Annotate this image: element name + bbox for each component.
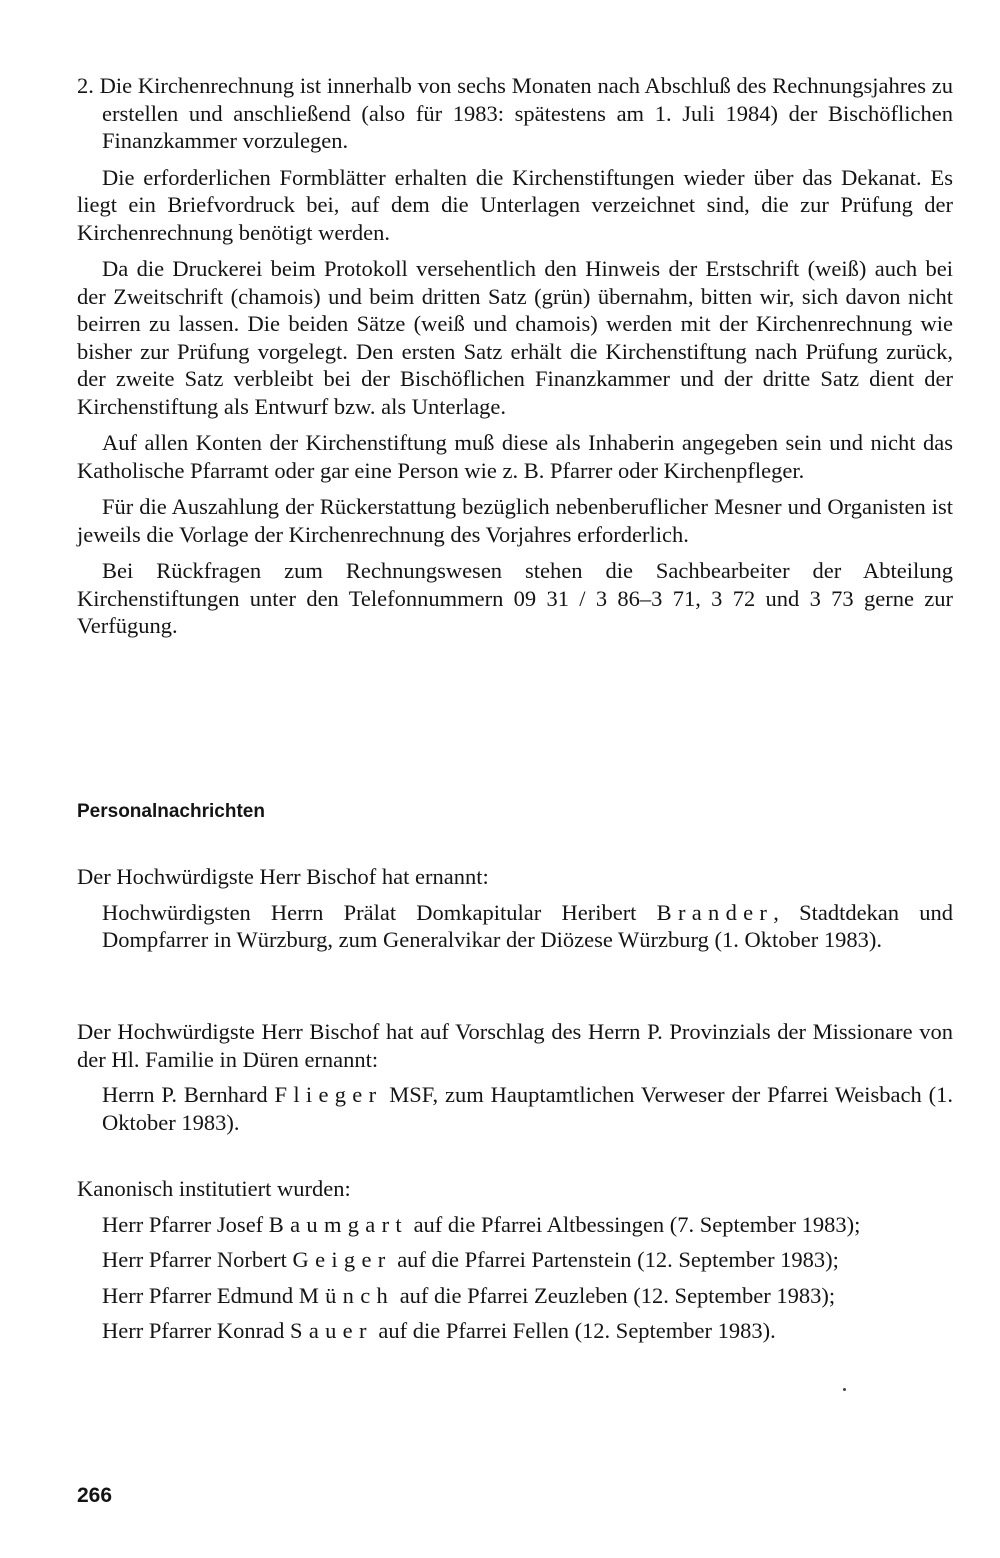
person-name: Flieger bbox=[274, 1082, 383, 1107]
paragraph-auszahlung: Für die Auszahlung der Rückerstattung bezüglich nebenberuflicher Mesner und Organisten ist jeweils die Vorlage der Kirchenrechnung des Vorjahres erforderlich. bbox=[77, 494, 953, 547]
list-item: Herr Pfarrer Edmund Münch auf die Pfarrei Zeuzleben (12. September 1983); bbox=[102, 1282, 836, 1308]
institution-intro: Kanonisch institutiert wurden: bbox=[77, 1176, 351, 1201]
section-heading-personalnachrichten: Personalnachrichten bbox=[77, 801, 265, 822]
paragraph-formblaetter: Die erforderlichen Formblätter erhalten die Kirchenstiftungen wieder über das Dekanat. Es liegt ein Briefvordruck bei, auf dem die Unterlagen verzeichnet sind, die zur Prüfung der Kirchenrechnung benötigt werden. bbox=[77, 164, 953, 245]
appointment-intro: Der Hochwürdigste Herr Bischof hat ernannt: bbox=[77, 864, 489, 889]
list-item: Herr Pfarrer Konrad Sauer auf die Pfarrei Fellen (12. September 1983). bbox=[102, 1318, 776, 1343]
list-item: Herr Pfarrer Josef Baumgart auf die Pfarrei Altbessingen (7. September 1983); bbox=[102, 1211, 861, 1237]
list-item: Herr Pfarrer Norbert Geiger auf die Pfarrei Partenstein (12. September 1983); bbox=[102, 1247, 839, 1272]
appointment-intro: Der Hochwürdigste Herr Bischof hat auf Vorschlag des Herrn P. Provinzials der Missionare von der Hl. Familie in Düren ernannt: bbox=[77, 1019, 953, 1072]
person-name: Brander bbox=[656, 899, 774, 925]
person-name: Geiger bbox=[292, 1247, 392, 1272]
paragraph-druckerei: Da die Druckerei beim Protokoll versehentlich den Hinweis der Erstschrift (weiß) auch bei der Zweitschrift (chamois) und beim dritten Satz (grün) übernahm, bitten wir, sich davon nicht beirren zu lassen. Die beiden Sätze (weiß und chamois) werden mit der Kirchenrechnung wie bisher zur Prüfung vorgelegt. Den ersten Satz erhält die Kirchenstiftung nach Prüfung zurück, der zweite Satz verbleibt bei der Bischöflichen Finanzkammer und der dritte Satz dient der Kirchenstiftung als Entwurf bzw. als Unterlage. bbox=[77, 256, 953, 419]
canonical-institutions bbox=[77, 1175, 953, 1353]
appointment-generalvikar bbox=[77, 863, 953, 962]
section-kirchenrechnung bbox=[77, 72, 953, 649]
person-name: Münch bbox=[298, 1282, 395, 1308]
paragraph-rueckfragen: Bei Rückfragen zum Rechnungswesen stehen die Sachbearbeiter der Abteilung Kirchenstiftungen unter den Telefonnummern 09 31 / 3 86–3 71, 3 72 und 3 73 gerne zur Verfügung. bbox=[77, 558, 953, 638]
person-name: Baumgart bbox=[268, 1211, 408, 1237]
print-speck bbox=[843, 1388, 846, 1391]
paragraph-konten: Auf allen Konten der Kirchenstiftung muß diese als Inhaberin angegeben sein und nicht das Katholische Pfarramt oder gar eine Person wie z. B. Pfarrer oder Kirchenpfleger. bbox=[77, 430, 953, 483]
appointment-text: Herrn P. Bernhard Flieger MSF, zum Hauptamtlichen Verweser der Pfarrei Weisbach (1. Oktober 1983). bbox=[102, 1082, 953, 1135]
paragraph-deadline: 2. Die Kirchenrechnung ist innerhalb von sechs Monaten nach Abschluß des Rechnungsjahres zu erstellen und anschließend (also für 1983: spätestens am 1. Juli 1984) der Bischöflichen Finanzkammer vorzulegen. bbox=[77, 73, 953, 153]
appointment-verweser bbox=[77, 1018, 953, 1144]
person-name: Sauer bbox=[290, 1318, 373, 1343]
appointment-text: Hochwürdigsten Herrn Prälat Domkapitular Heribert Brander, Stadtdekan und Dompfarrer in Würzburg, zum Generalvikar der Diözese Würzburg (1. Oktober 1983). bbox=[102, 899, 954, 952]
page-number: 266 bbox=[77, 1484, 113, 1507]
